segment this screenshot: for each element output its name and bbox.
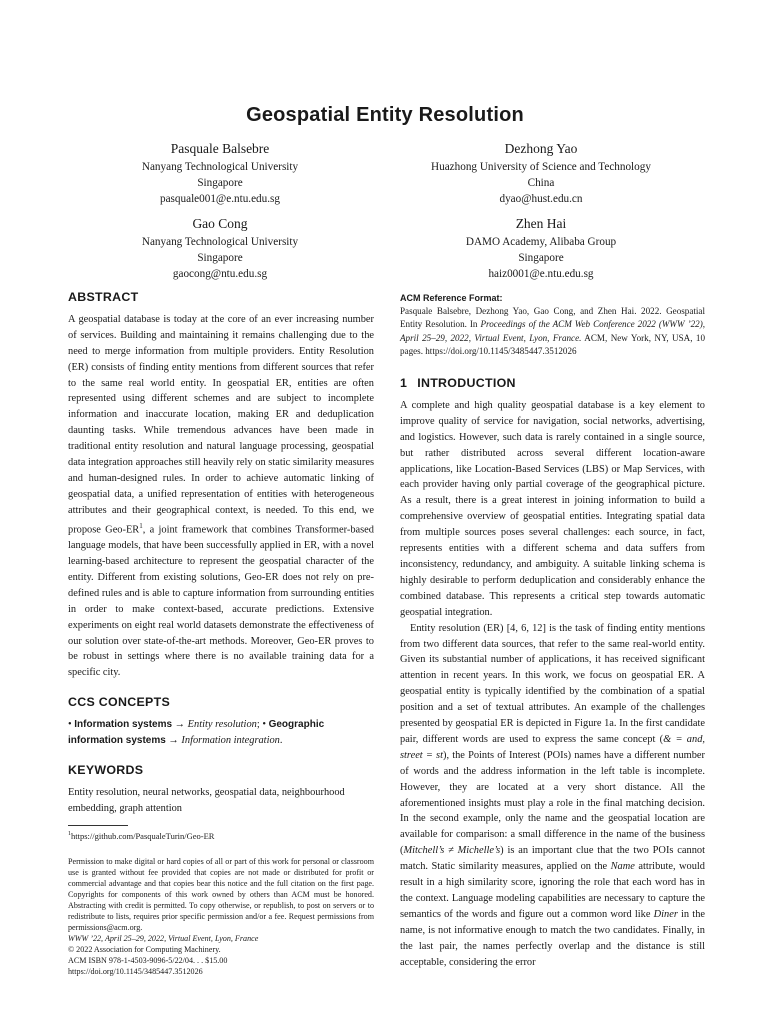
author-email: gaocong@ntu.edu.sg [172,268,268,280]
footnote-marker: 1 [139,521,143,530]
author-location: Singapore [197,252,243,264]
author-affiliation: Nanyang Technological University [141,161,299,173]
author-block [391,140,691,207]
keywords-text: Entity resolution, neural networks, geospatial data, neighbourhood embedding, graph attention [68,786,345,814]
author-location: Singapore [197,177,243,189]
author-name: Pasquale Balsebre [170,141,270,156]
footnote-rule [68,825,128,826]
paper-title: Geospatial Entity Resolution [246,104,524,126]
author-block [391,215,691,282]
footnote: $^1$https://github.com/PasqualeTurin/Geo-ER [68,830,215,841]
author-block [70,140,370,207]
isbn: ACM ISBN 978-1-4503-9096-5/22/04. . . $15.00 [68,955,228,965]
author-email: dyao@hust.edu.cn [499,193,583,205]
conference-info: WWW ’22, April 25–29, 2022, Virtual Event, Lyon, France [68,933,259,943]
introduction-heading: 1 INTRODUCTION [400,376,516,391]
abstract-text: A geospatial database is today at the core of an ever increasing number of services. Building and maintaining it remains challenging due to the need to merge information from multiple providers. Entity Resolution (ER) consists of finding entity mentions from different sources that refer to the same real world entity. In geospatial ER, entities are often represented using different schemes and are subject to incomplete information and inaccurate location, making ER and deduplication daunting tasks. While tremendous advances have been made in traditional entity resolution and natural language processing, geospatial data integration approaches still heavily rely on static similarity measures and human-designed rules. In order to achieve automatic linking of geospatial data, a unified representation of entities with heterogeneous attributes and their geographical context, is needed. To this end, we propose Geo-$ER^1$, a joint framework that combines Transformer-based language models, that have been successfully applied in ER, with a novel learning-based architecture to represent the geospatial character of the entity. Different from existing solutions, Geo-ER does not rely on pre-defined rules and is able to capture information from surrounding entities in order to make context-based, accurate predictions. Extensive experiments on eight real world datasets demonstrate the effectiveness of our solution over state-of-the-art methods. Moreover, Geo-ER proves to be robust in settings where there is no available training data for a specific city. [68,313,374,679]
author-email: pasquale001@e.ntu.edu.sg [160,193,280,205]
intro-paragraph-2: Entity resolution (ER) [4, 6, 12] is the task of finding entity mentions from two different data sources, that refer to the same real-world entity. Given its substantial number of applications, it has received significant attention in recent years. In this work, we focus on geospatial ER. A geospatial entity is typically identified by the combination of a spatial position and a set of textual attributes. An example of the challenges presented by geospatial ER is depicted in Figure 1a. In the first candidate pair, different words are used to express the same concept (& = and, street = st), the Points of Interest (POIs) names have a different number of words and the address information in the left table is incomplete. However, they are located at a very short distance. All the aforementioned insights must play a role in the final matching decision. In the second example, only the name and the geospatial location are available for comparison: a small difference in the name of the business (Mitchell’s ≠ Michelle’s) is an important clue that the two POIs cannot match. Static similarity measures, applied on the Name attribute, would result in a high similarity score, ignoring the role that each word has in the context. Language modeling capabilities are necessary to capture the semantics of the words and figure out a common word like Diner in the name, is not informative enough to match the two candidates. Finally, in the last pair, the names perfectly overlap and the distance is still acceptable, considering the error [400,622,706,968]
acm-reference-heading: ACM Reference Format: [400,293,503,303]
author-affiliation: Nanyang Technological University [141,236,299,248]
intro-paragraph-1: A complete and high quality geospatial database is a key element to improve quality of service for navigation, social networks, advertising, and logistics. However, such data is rarely contained in a single source, but rather distributed across several different location-aware applications, like Location-Based Services (LBS) or Map Services, with each provider having only partial coverage of the geographical picture. As a result, there is a great interest in joining information to build a comprehensive overview of geospatial entities. Integrating spatial data from multiple sources poses several challenges: each source, in fact, represents entities with a different schema and data suffers from inconsistency, redundancy, and ambiguity. A suitable linking schema is highly desirable to perform deduplication and considerably enhance the combined database. This represents a critical step towards automatic geospatial integration. [400,399,705,618]
ccs-concepts: • Information systems → Entity resolution; • Geographic information systems → Information integration. [68,719,325,747]
copyright: © 2022 Association for Computing Machinery. [68,944,221,954]
author-email: haiz0001@e.ntu.edu.sg [488,268,594,280]
author-name: Gao Cong [192,216,248,231]
permission-block [68,857,374,977]
author-name: Zhen Hai [515,216,567,231]
author-name: Dezhong Yao [504,141,578,156]
left-column [68,290,374,977]
ccs-heading: CCS CONCEPTS [68,695,171,710]
author-location: China [527,177,555,189]
author-affiliation: DAMO Academy, Alibaba Group [465,236,617,248]
author-affiliation: Huazhong University of Science and Technology [431,161,651,173]
acm-reference: ACM Reference Format: Pasquale Balsebre, Dezhong Yao, Gao Cong, and Zhen Hai. 2022. Geospatial Entity Resolution. In Proceedings of the ACM Web Conference 2022 (WWW ’22), April 25–29, 2022, Virtual Event, Lyon, France. ACM, New York, NY, USA, 10 pages. https://doi.org/10.1145/3485447.3512026 [400,293,705,356]
right-column [400,292,705,971]
author-location: Singapore [518,252,564,264]
author-block [70,215,370,282]
abstract-heading: ABSTRACT [68,290,139,304]
doi-link[interactable]: https://doi.org/10.1145/3485447.3512026 [68,966,203,976]
keywords-heading: KEYWORDS [68,762,144,777]
permission-text: Permission to make digital or hard copies of all or part of this work for personal or classroom use is granted without fee provided that copies are not made or distributed for profit or commercial advantage and that copies bear this notice and the full citation on the first page. Copyrights for components of this work owned by others than ACM must be honored. Abstracting with credit is permitted. To copy otherwise, or republish, to post on servers or to redistribute to lists, requires prior specific permission and/or a fee. Request permissions from permissions@acm.org. [68,857,374,932]
